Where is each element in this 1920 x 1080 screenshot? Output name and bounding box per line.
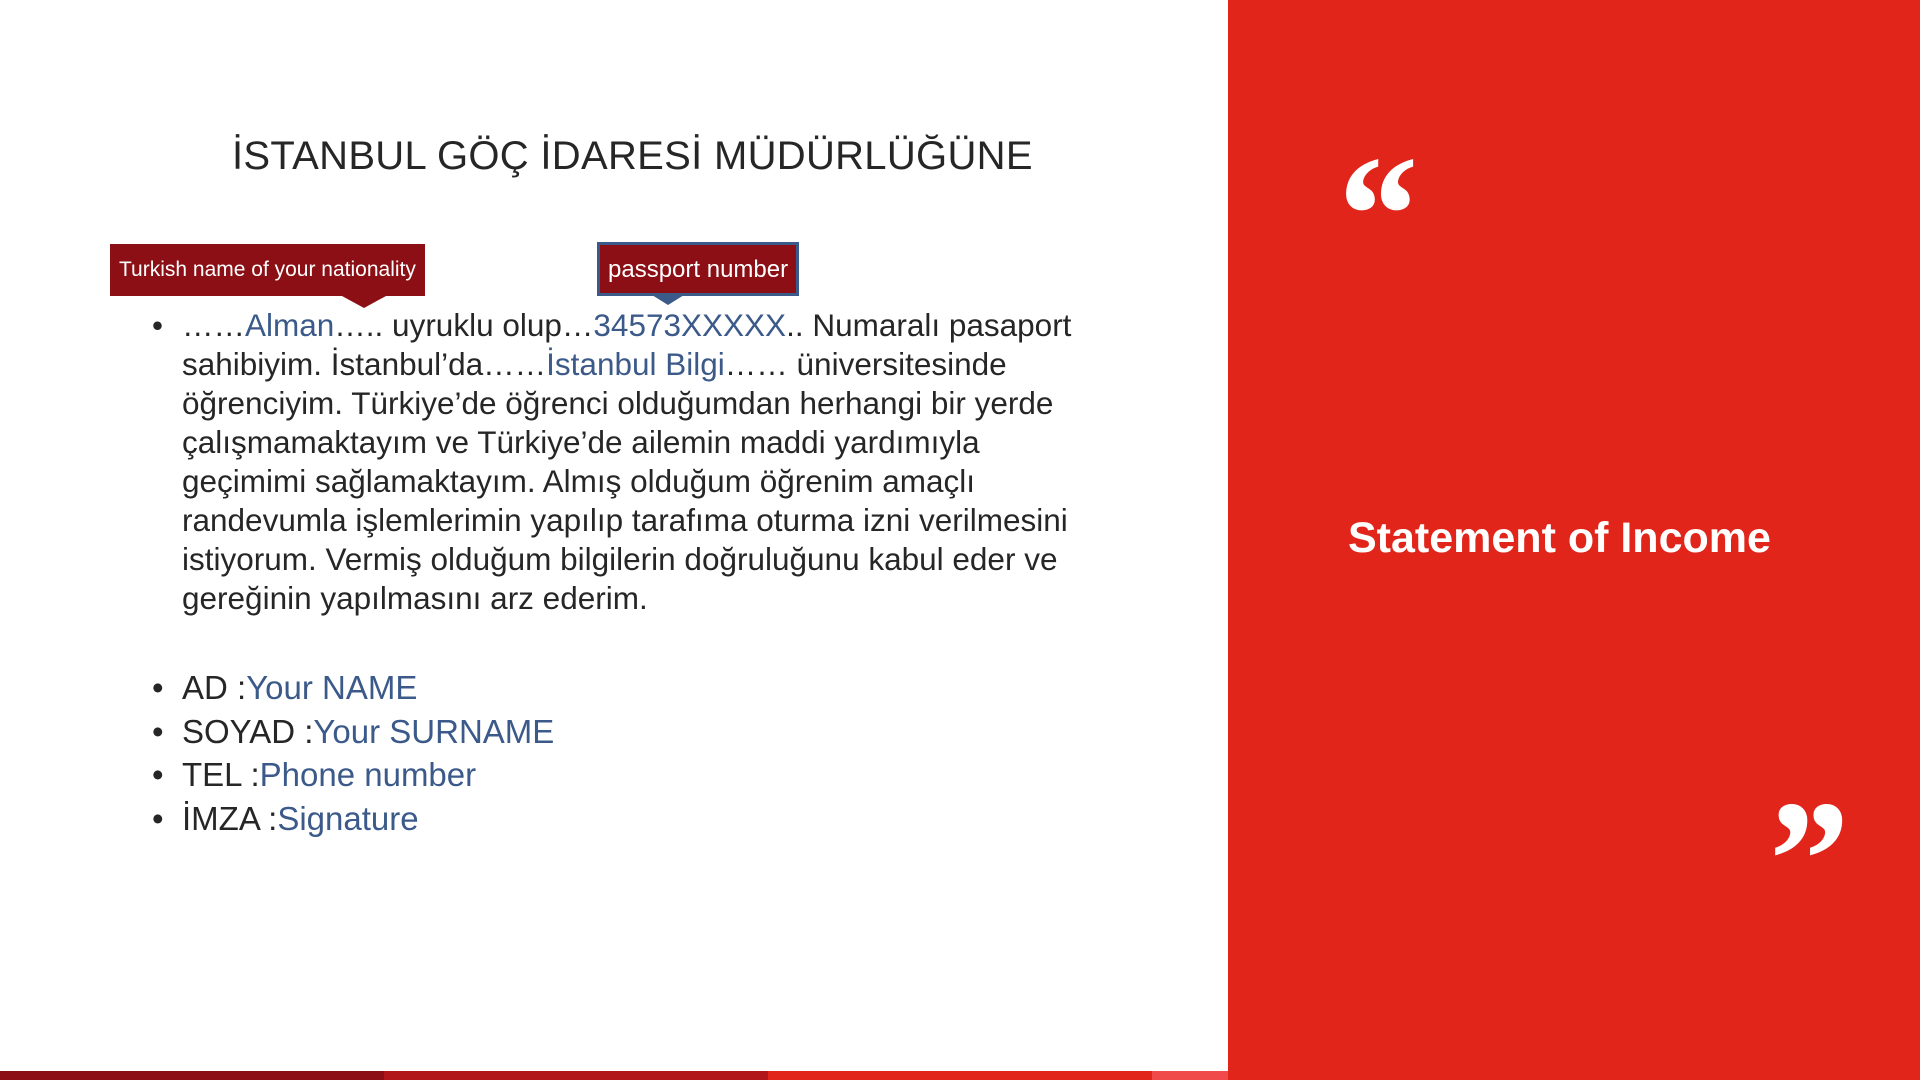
paragraph-part-1: ……	[182, 307, 245, 343]
petition-paragraph	[152, 306, 1112, 618]
bullet-icon: •	[152, 669, 164, 706]
personal-fields-list	[152, 666, 554, 840]
nationality-value: Alman	[245, 307, 335, 343]
bullet-icon: •	[152, 307, 164, 343]
footer-bar-segment	[768, 1071, 1152, 1080]
footer-bar-segment	[1152, 1071, 1228, 1080]
field-label: AD :	[182, 669, 247, 706]
footer-bar-segment	[384, 1071, 768, 1080]
open-quote-icon: “	[1330, 121, 1415, 309]
nationality-callout: Turkish name of your nationality	[110, 244, 425, 296]
field-value: Signature	[277, 799, 419, 837]
paragraph-bullet-row	[152, 306, 1112, 618]
passport-callout: passport number	[597, 242, 799, 296]
paragraph-part-3: .. Numaralı pasaport sahibiyim. İstanbul’da……	[182, 307, 1072, 382]
field-value: Phone number	[259, 756, 477, 793]
paragraph-part-2: ….. uyruklu olup…	[334, 307, 594, 343]
field-value: Your SURNAME	[313, 712, 555, 750]
bullet-icon: •	[152, 756, 164, 793]
bullet-icon: •	[152, 799, 164, 837]
bullet-icon: •	[152, 712, 164, 750]
close-quote-icon: ”	[1760, 766, 1845, 954]
field-label: SOYAD :	[182, 712, 314, 750]
paragraph-part-4: …… üniversitesinde öğrenciyim. Türkiye’de öğrenci olduğumdan herhangi bir yerde çalışmamaktayım ve Türkiye’de ailemin maddi yardımıyla geçimimi sağlamaktayım. Almış olduğum öğrenim amaçlı randevumla işlemlerimin yapılıp tarafıma oturma izni verilmesini istiyorum. Vermiş olduğum bilgilerin doğruluğunu kabul eder ve gereğinin yapılmasını arz ederim.	[182, 346, 1068, 616]
field-label: TEL :	[182, 756, 260, 793]
university-value: İstanbul Bilgi	[546, 346, 725, 382]
passport-value: 34573XXXXX	[593, 307, 787, 343]
footer-bar-segment	[0, 1071, 384, 1080]
footer-color-bar	[0, 1071, 1228, 1080]
statement-heading: Statement of Income	[1348, 514, 1771, 562]
field-phone	[152, 753, 554, 797]
field-name	[152, 666, 554, 710]
paragraph-text	[182, 306, 1112, 618]
field-surname	[152, 710, 554, 754]
field-value: Your NAME	[246, 669, 418, 706]
field-label: İMZA :	[182, 799, 278, 837]
page-title: İSTANBUL GÖÇ İDARESİ MÜDÜRLÜĞÜNE	[232, 134, 1033, 178]
field-signature	[152, 797, 554, 841]
